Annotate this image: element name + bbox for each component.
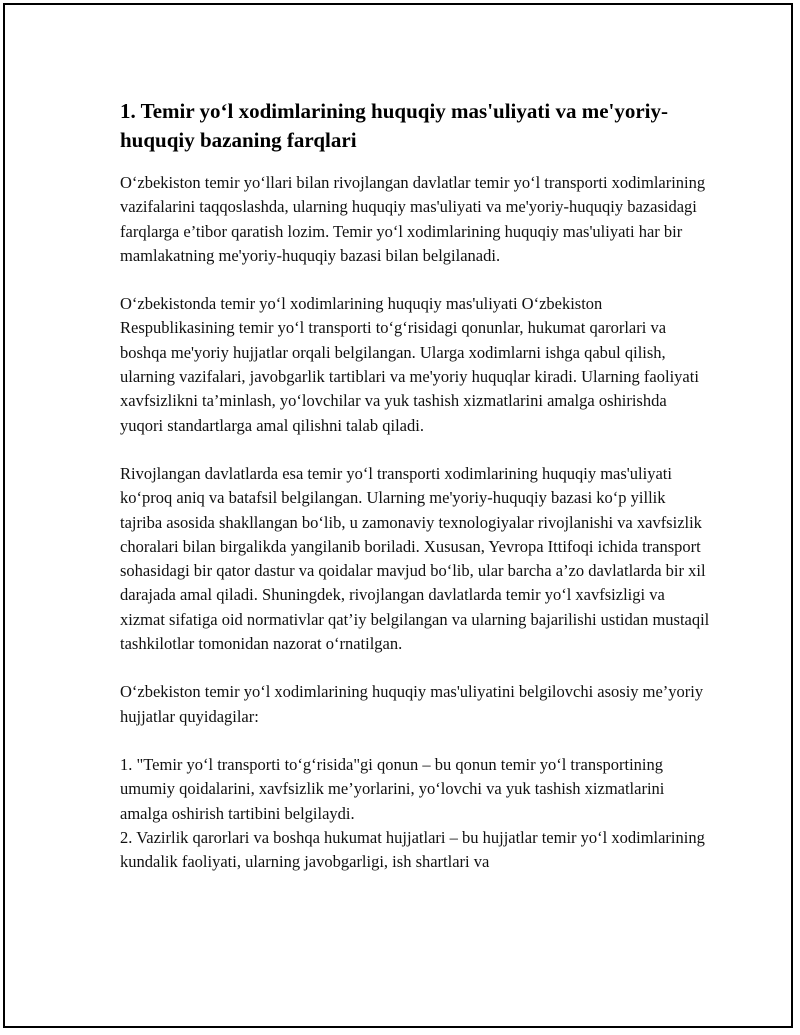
document-body: [120, 97, 710, 874]
paragraph-developed-countries: Rivojlangan davlatlarda esa temir yo‘l transporti xodimlarining huquqiy mas'uliyati ko‘proq aniq va batafsil belgilangan. Ularning me'yoriy-huquqiy bazasi ko‘p yillik tajriba asosida shakllangan bo‘lib, u zamonaviy texnologiyalar rivojlanishi va xavfsizlik choralari bilan birgalikda yangilanib boriladi. Xususan, Yevropa Ittifoqi ichida transport sohasidagi bir qator dastur va qoidalar mavjud bo‘lib, ular barcha a’zo davlatlarda bir xil darajada amal qiladi. Shuningdek, rivojlangan davlatlarda temir yo‘l xavfsizligi va xizmat sifatiga oid normativlar qat’iy belgilangan va ularning bajarilishi ustidan mustaqil tashkilotlar tomonidan nazorat o‘rnatilgan.: [120, 463, 710, 654]
paragraph-uzbekistan: O‘zbekistonda temir yo‘l xodimlarining huquqiy mas'uliyati O‘zbekiston Respublikasining temir yo‘l transporti to‘g‘risidagi qonunlar, hukumat qarorlari va boshqa me'yoriy hujjatlar orqali belgilangan. Ularga xodimlarni ishga qabul qilish, ularning vazifalari, javobgarlik tartiblari va me'yoriy huquqlar kiradi. Ularning faoliyati xavfsizlikni ta’minlash, yo‘lovchilar va yuk tashish xizmatlarini amalga oshirishda yuqori standartlarga amal qilishni talab qiladi.: [120, 294, 699, 435]
page-frame: [3, 3, 793, 1028]
document-title: 1. Temir yo‘l xodimlarining huquqiy mas'uliyati va me'yoriy-huquqiy bazaning farqlari: [120, 99, 669, 152]
list-item: 1. "Temir yo‘l transporti to‘g‘risida"gi qonun – bu qonun temir yo‘l transportining umumiy qoidalarini, xavfsizlik me’yorlarini, yo‘lovchi va yuk tashish xizmatlarini amalga oshirish tartibini belgilaydi.: [120, 754, 665, 823]
list-item: 2. Vazirlik qarorlari va boshqa hukumat hujjatlari – bu hujjatlar temir yo‘l xodimlarining kundalik faoliyati, ularning javobgarligi, ish shartlari va: [120, 827, 705, 872]
paragraph-list-intro: O‘zbekiston temir yo‘l xodimlarining huquqiy mas'uliyatini belgilovchi asosiy me’yoriy hujjatlar quyidagilar:: [120, 682, 704, 726]
paragraph-intro: O‘zbekiston temir yo‘llari bilan rivojlangan davlatlar temir yo‘l transporti xodimlarining vazifalarini taqqoslashda, ularning huquqiy mas'uliyati va me'yoriy-huquqiy bazasidagi farqlarga e’tibor qaratish lozim. Temir yo‘l xodimlarining huquqiy mas'uliyati har bir mamlakatning me'yoriy-huquqiy bazasi bilan belgilanadi.: [120, 173, 706, 265]
